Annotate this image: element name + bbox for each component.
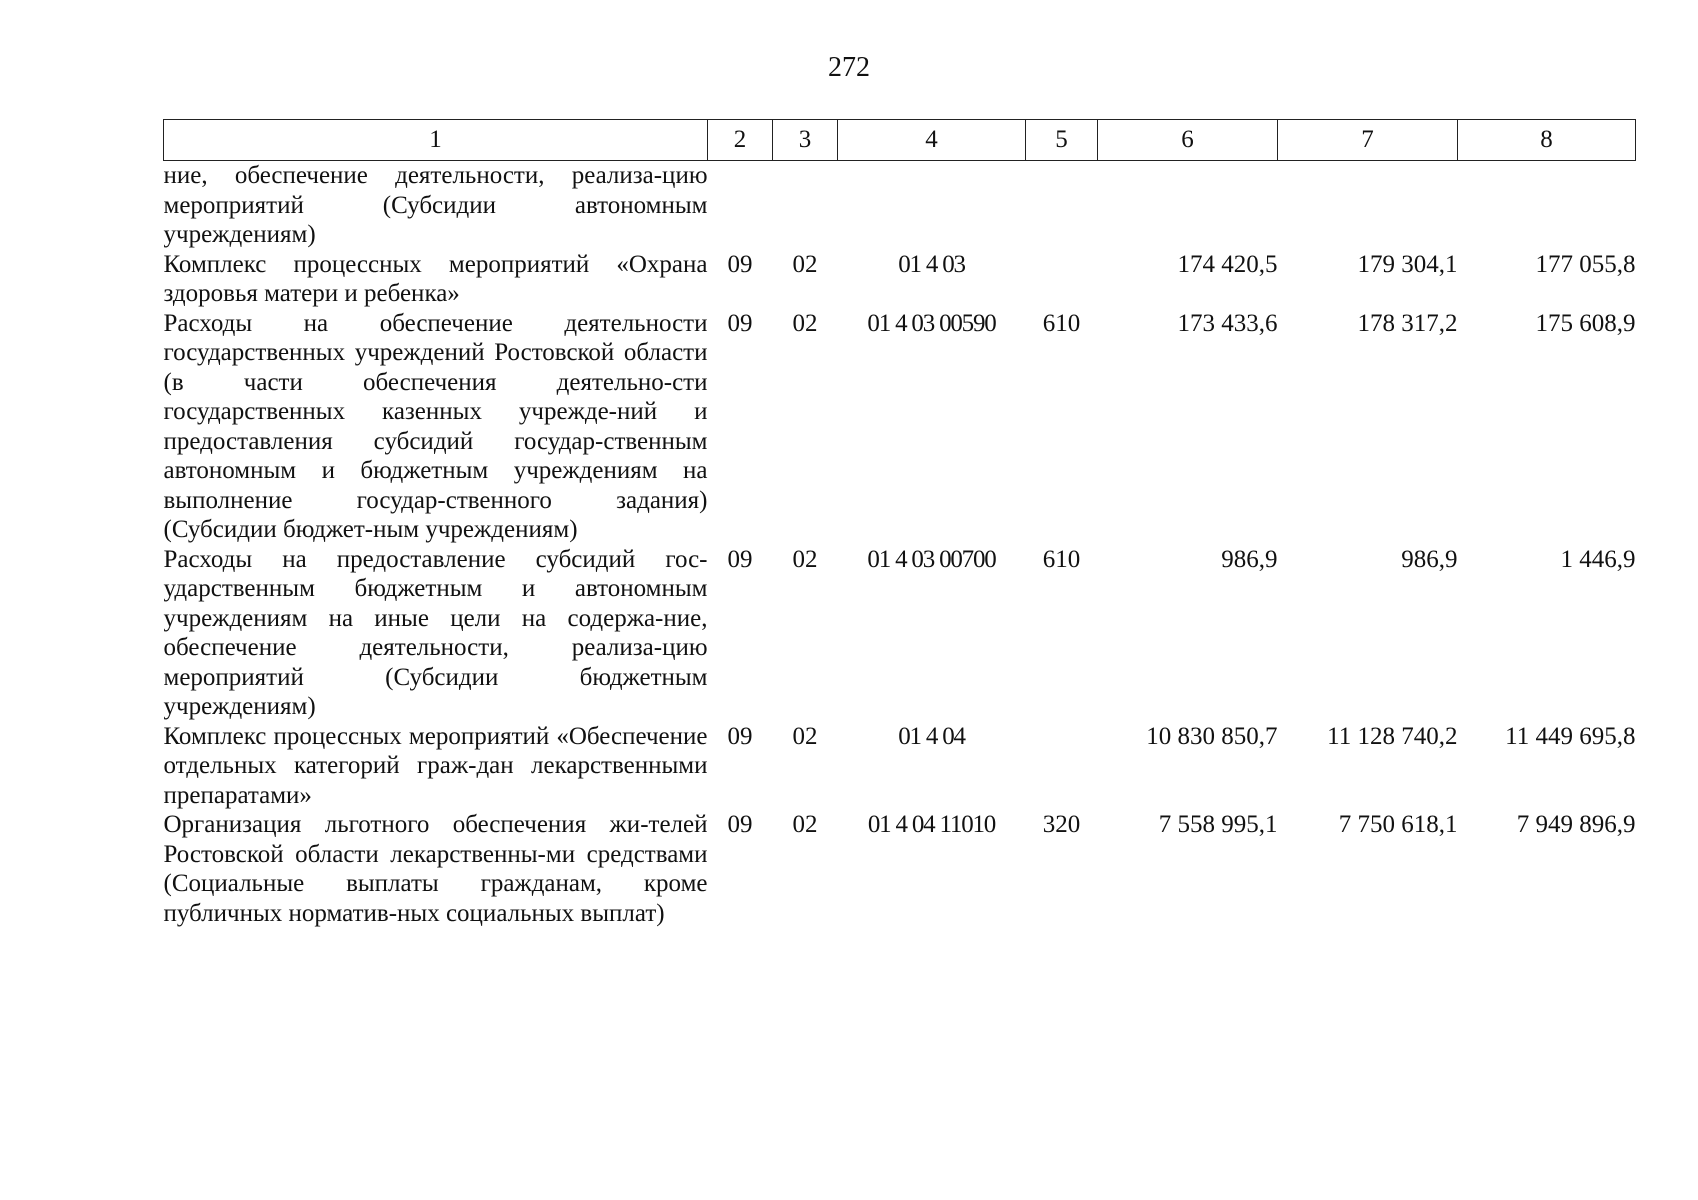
- table-row: [164, 545, 1636, 722]
- expense-type-code: 320: [1042, 811, 1081, 838]
- row-name: Расходы на обеспечение деятельности государственных учреждений Ростовской области (в части обеспечения деятельно-сти государственных казенных учрежде-ний и предоставления субсидий государ-ственным автономным и бюджетным учреждениям на выполнение государ-ственного задания) (Субсидии бюджет-ным учреждениям): [163, 309, 708, 543]
- column-header-4: 4: [838, 120, 1026, 161]
- amount-col-8: [1458, 161, 1636, 250]
- row-name: Комплекс процессных мероприятий «Охрана здоровья матери и ребенка»: [163, 250, 708, 307]
- target-article-code: 01 4 04: [898, 722, 965, 750]
- column-header-2: 2: [708, 120, 773, 161]
- section-code: 09: [727, 309, 753, 337]
- section-code: [708, 161, 773, 250]
- subsection-code: 02: [792, 250, 818, 278]
- expense-type-code: [1026, 722, 1098, 811]
- amount-col-7: [1278, 161, 1458, 250]
- table-row: [164, 309, 1636, 545]
- amount-col-8: 7 949 896,9: [1516, 811, 1636, 838]
- target-article-code: 01 4 03 00700: [867, 545, 996, 573]
- amount-col-6: 174 420,5: [1177, 250, 1278, 278]
- column-header-1: 1: [164, 120, 708, 161]
- section-code: 09: [727, 250, 753, 278]
- target-article-code: 01 4 04 11010: [867, 811, 996, 838]
- row-name: Организация льготного обеспечения жи-телей Ростовской области лекарственны-ми средствами (Социальные выплаты гражданам, кроме публичных норматив-ных социальных выплат): [163, 811, 708, 927]
- amount-col-7: 178 317,2: [1357, 309, 1458, 337]
- expense-type-code: 610: [1042, 545, 1081, 573]
- row-name: Комплекс процессных мероприятий «Обеспечение отдельных категорий граж-дан лекарственными препаратами»: [163, 722, 708, 809]
- amount-col-6: 986,9: [1221, 545, 1278, 573]
- amount-col-6: 173 433,6: [1177, 309, 1278, 337]
- amount-col-7: 11 128 740,2: [1327, 722, 1458, 750]
- amount-col-7: 7 750 618,1: [1338, 811, 1458, 838]
- amount-col-8: 11 449 695,8: [1505, 722, 1636, 750]
- section-code: 09: [727, 811, 753, 838]
- subsection-code: 02: [792, 545, 818, 573]
- table-row: [164, 722, 1636, 811]
- amount-col-8: 177 055,8: [1535, 250, 1636, 278]
- subsection-code: 02: [792, 722, 818, 750]
- table-row: [164, 161, 1636, 250]
- subsection-code: [773, 161, 838, 250]
- expense-type-code: [1026, 161, 1098, 250]
- column-header-5: 5: [1026, 120, 1098, 161]
- table-row: [164, 810, 1636, 928]
- subsection-code: 02: [792, 309, 818, 337]
- target-article-code: 01 4 03 00590: [867, 309, 996, 337]
- section-code: 09: [727, 722, 753, 750]
- header-row: [164, 120, 1636, 161]
- expense-type-code: [1026, 250, 1098, 309]
- budget-table: [163, 119, 1636, 928]
- column-header-8: 8: [1458, 120, 1636, 161]
- amount-col-6: 7 558 995,1: [1158, 811, 1278, 838]
- column-header-7: 7: [1278, 120, 1458, 161]
- amount-col-7: 179 304,1: [1357, 250, 1458, 278]
- amount-col-8: 175 608,9: [1535, 309, 1636, 337]
- row-name: ние, обеспечение деятельности, реализа-цию мероприятий (Субсидии автономным учреждениям): [163, 162, 708, 248]
- column-header-6: 6: [1098, 120, 1278, 161]
- amount-col-6: 10 830 850,7: [1146, 722, 1278, 750]
- row-name: Расходы на предоставление субсидий гос-ударственным бюджетным и автономным учреждениям на иные цели на содержа-ние, обеспечение деятельности, реализа-цию мероприятий (Субсидии бюджетным учреждениям): [163, 545, 708, 720]
- target-article-code: 01 4 03: [898, 250, 965, 278]
- section-code: 09: [727, 545, 753, 573]
- table-row: [164, 250, 1636, 309]
- page-number: 272: [828, 52, 870, 83]
- target-article-code: [838, 161, 1026, 250]
- column-header-3: 3: [773, 120, 838, 161]
- expense-type-code: 610: [1042, 309, 1081, 337]
- amount-col-8: 1 446,9: [1560, 545, 1636, 573]
- amount-col-6: [1098, 161, 1278, 250]
- amount-col-7: 986,9: [1401, 545, 1458, 573]
- subsection-code: 02: [792, 811, 818, 838]
